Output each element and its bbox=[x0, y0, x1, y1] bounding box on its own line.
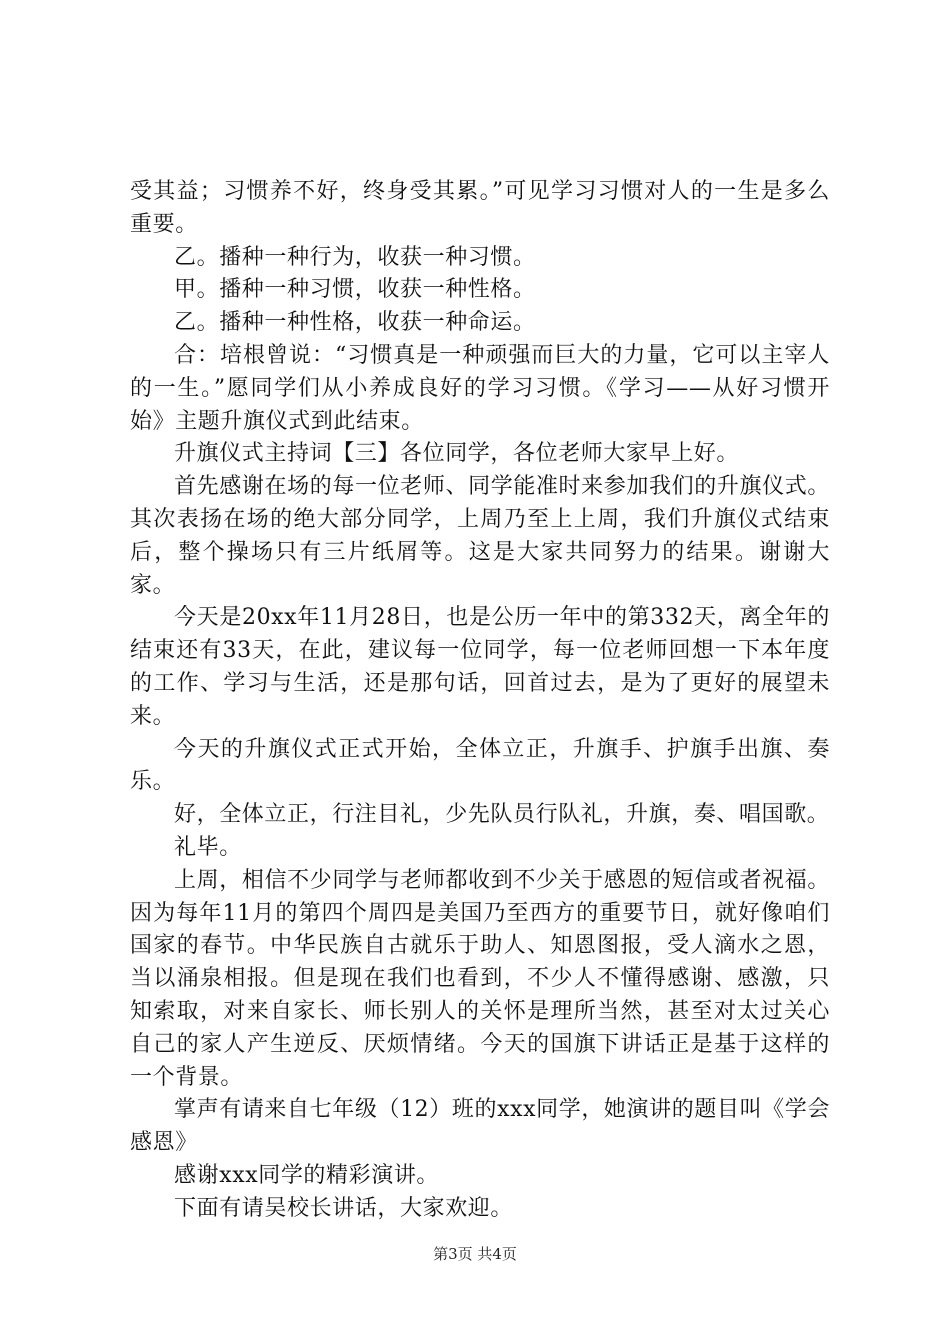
paragraph: 乙。播种一种性格，收获一种命运。 bbox=[174, 310, 536, 336]
paragraph-continued: 受其益；习惯养不好，终身受其累。”可见学习习惯对人的一生是多么重要。 bbox=[130, 179, 830, 237]
paragraph: 合：培根曾说：“习惯真是一种顽强而巨大的力量，它可以主宰人的一生。”愿同学们从小养成良好的学习习惯。《学习——从好习惯开始》主题升旗仪式到此结束。 bbox=[130, 342, 830, 434]
document-body bbox=[130, 176, 830, 1226]
paragraph: 掌声有请来自七年级（12）班的xxx同学，她演讲的题目叫《学会感恩》 bbox=[130, 1097, 830, 1156]
paragraph: 首先感谢在场的每一位老师、同学能准时来参加我们的升旗仪式。其次表扬在场的绝大部分同学，上周乃至上上周，我们升旗仪式结束后，整个操场只有三片纸屑等。这是大家共同努力的结果。谢谢大家。 bbox=[130, 474, 830, 598]
paragraph: 下面有请吴校长讲话，大家欢迎。 bbox=[174, 1195, 514, 1221]
paragraph: 上周，相信不少同学与老师都收到不少关于感恩的短信或者祝福。因为每年11月的第四个周四是美国乃至西方的重要节日，就好像咱们国家的春节。中华民族自古就乐于助人、知恩图报，受人滴水之恩，当以涌泉相报。但是现在我们也看到，不少人不懂得感谢、感激，只知索取，对来自家长、师长别人的关怀是理所当然，甚至对太过关心自己的家人产生逆反、厌烦情绪。今天的国旗下讲话正是基于这样的一个背景。 bbox=[130, 867, 830, 1090]
paragraph: 好，全体立正，行注目礼，少先队员行队礼，升旗，奏、唱国歌。 bbox=[174, 802, 830, 828]
paragraph: 礼毕。 bbox=[174, 834, 242, 860]
paragraph: 乙。播种一种行为，收获一种习惯。 bbox=[174, 244, 536, 270]
paragraph: 今天的升旗仪式正式开始，全体立正，升旗手、护旗手出旗、奏乐。 bbox=[130, 736, 830, 795]
paragraph: 今天是20xx年11月28日，也是公历一年中的第332天，离全年的结束还有33天，在此，建议每一位同学，每一位老师回想一下本年度的工作、学习与生活，还是那句话，回首过去，是为了更好的展望未来。 bbox=[130, 605, 830, 729]
paragraph: 甲。播种一种习惯，收获一种性格。 bbox=[174, 277, 536, 303]
section-heading-paragraph: 升旗仪式主持词【三】各位同学，各位老师大家早上好。 bbox=[174, 441, 740, 467]
paragraph: 感谢xxx同学的精彩演讲。 bbox=[174, 1162, 440, 1188]
page-footer: 第3页 共4页 bbox=[433, 1245, 517, 1263]
